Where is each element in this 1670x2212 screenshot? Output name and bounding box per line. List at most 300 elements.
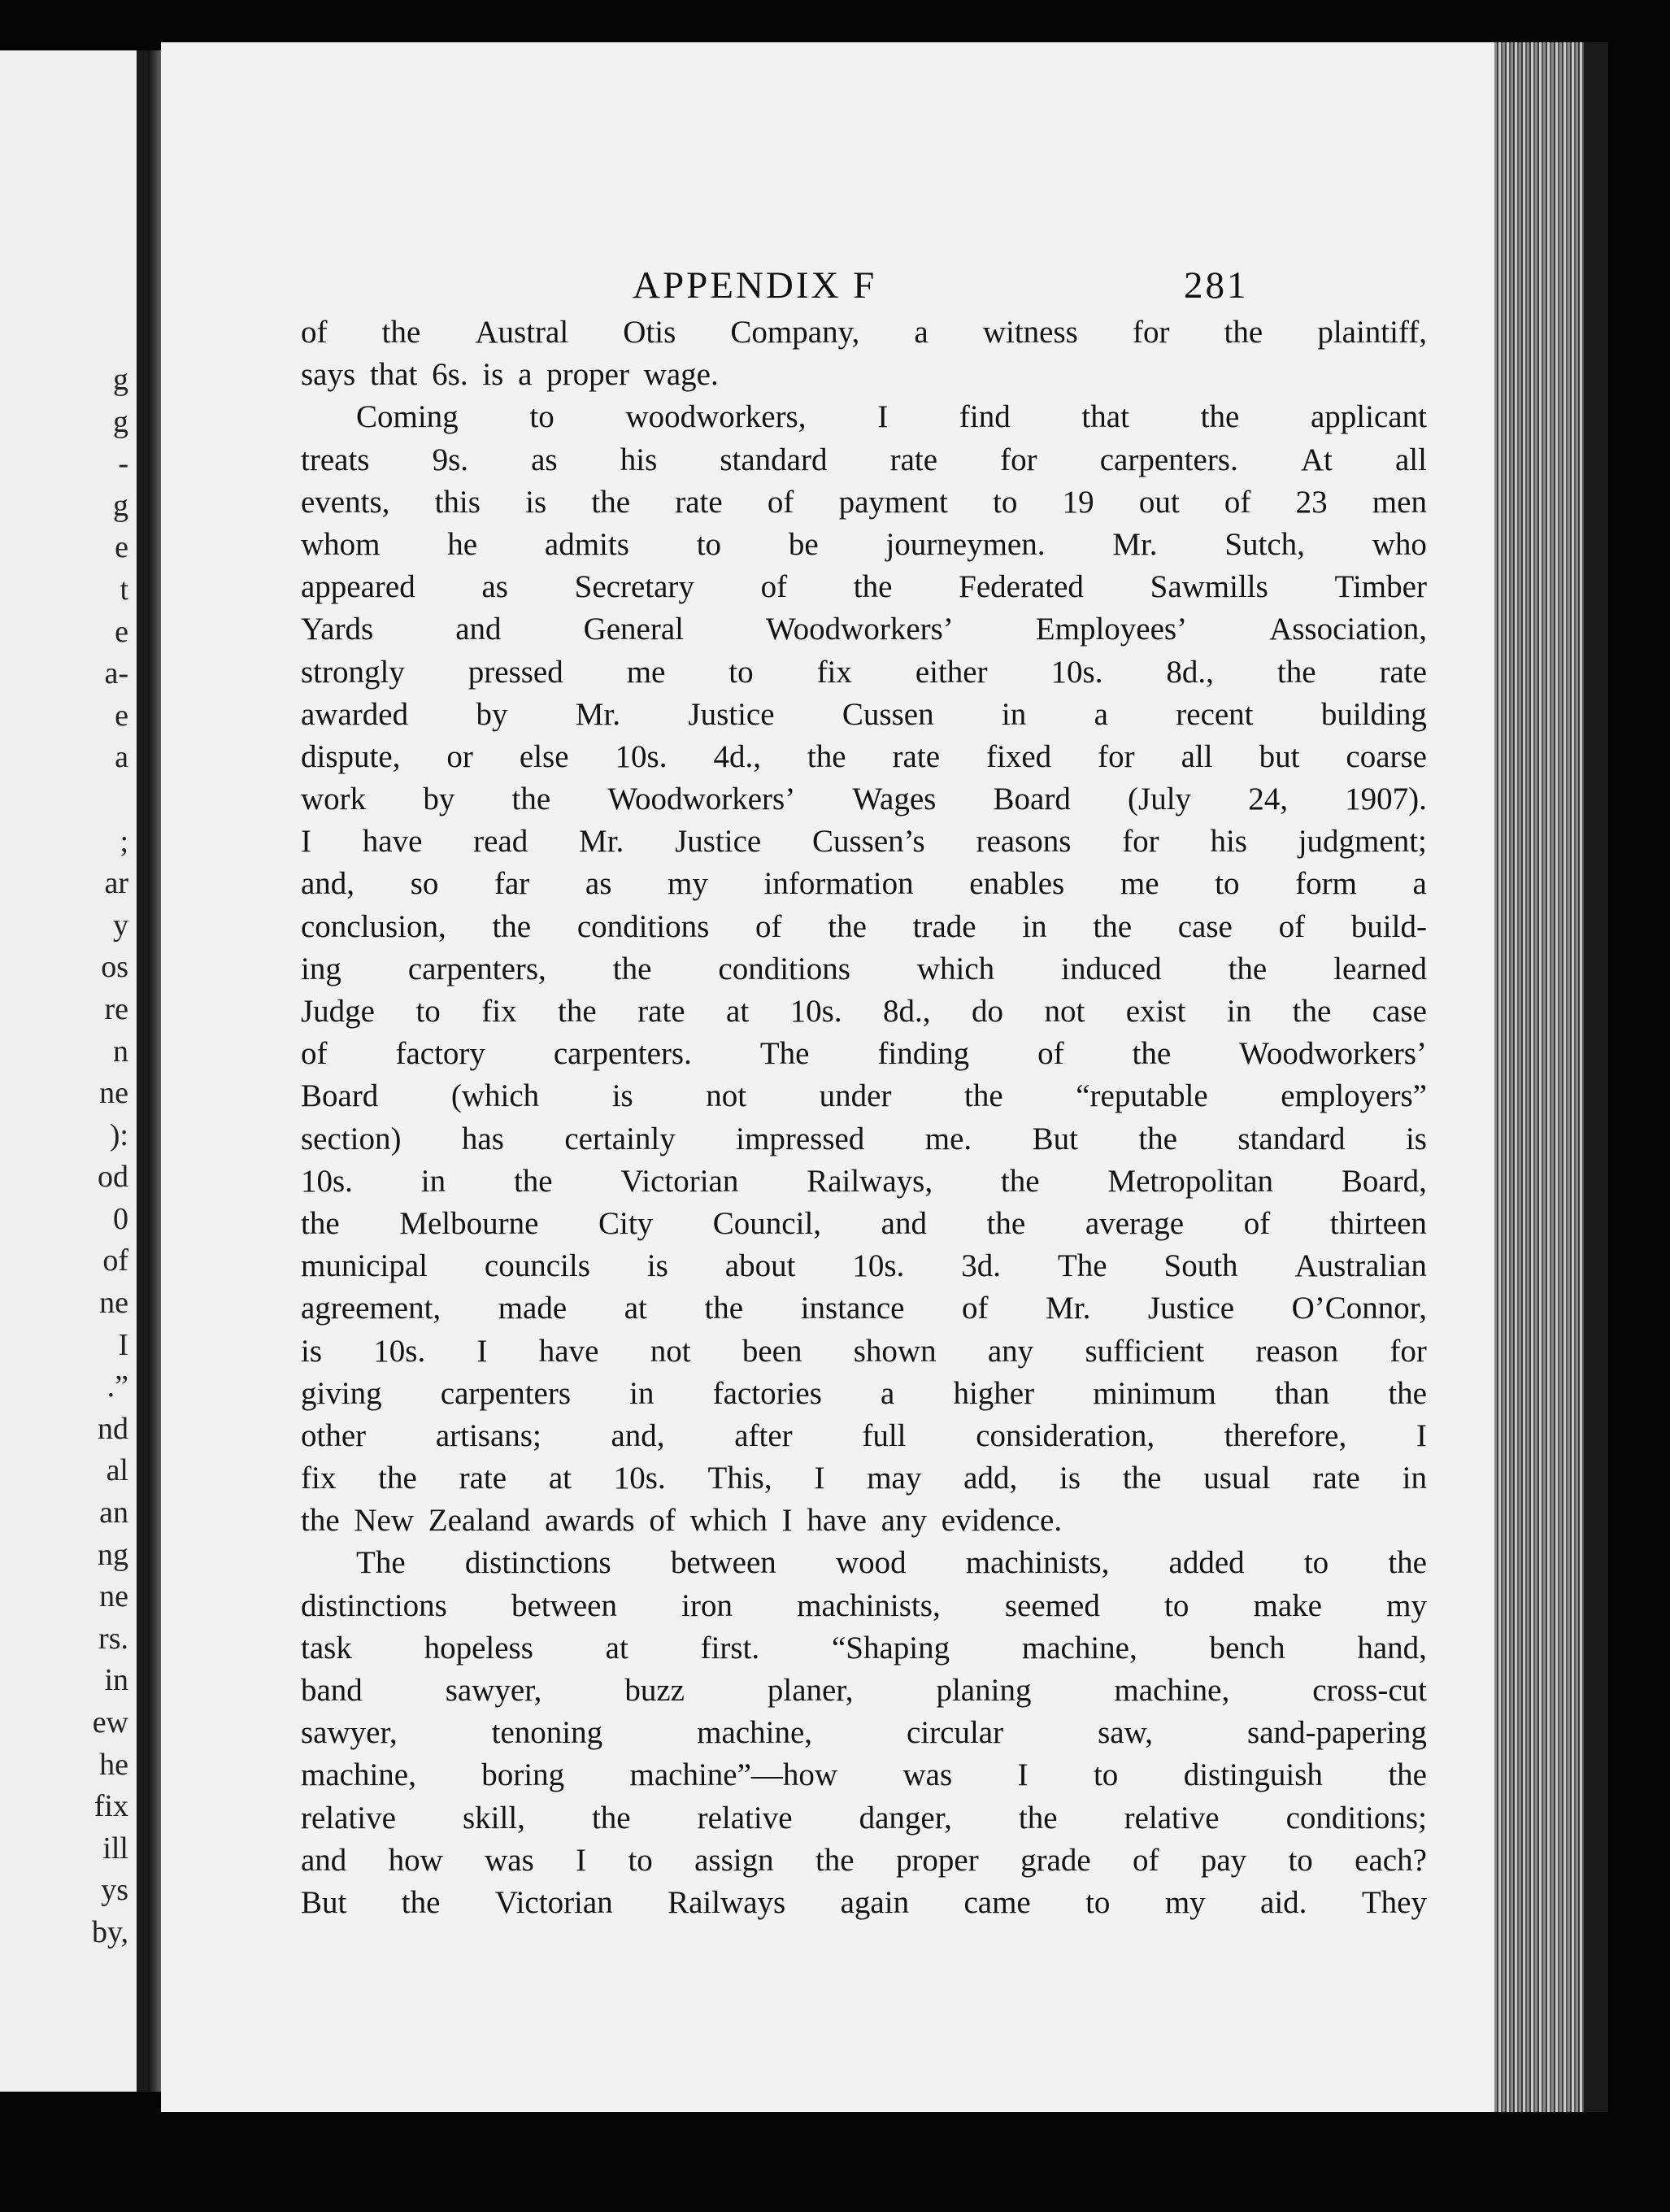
facing-page-fragment: - — [118, 446, 128, 481]
word: add, — [963, 1461, 1018, 1496]
word: But — [1032, 1121, 1078, 1156]
text-line — [301, 821, 1427, 863]
word: do — [972, 994, 1003, 1029]
word: build- — [1350, 908, 1427, 944]
word: Employees’ — [1035, 612, 1188, 647]
word: in — [1001, 696, 1027, 732]
word: case — [1177, 908, 1233, 944]
word: hopeless — [424, 1630, 533, 1666]
word: therefore, — [1224, 1417, 1347, 1453]
text-line — [301, 1754, 1427, 1796]
word: 10s. — [1050, 654, 1103, 690]
word: conclusion, — [301, 908, 446, 944]
word: Yards — [301, 612, 374, 647]
word: but — [1259, 738, 1300, 774]
word: Australian — [1294, 1248, 1427, 1284]
word: trade — [912, 908, 976, 944]
facing-page-fragment: ys — [101, 1873, 128, 1908]
word: who — [1372, 526, 1427, 562]
word: to — [993, 484, 1018, 520]
word: machinists, — [965, 1545, 1110, 1581]
word: to — [1215, 866, 1240, 902]
word: 10s. — [789, 994, 842, 1029]
word: my — [668, 866, 708, 902]
word: this — [434, 484, 481, 520]
word: far — [494, 866, 530, 902]
word: the — [301, 1205, 340, 1241]
word: General — [583, 612, 684, 647]
body-text — [301, 311, 1427, 1924]
word: machine, — [301, 1757, 416, 1793]
word: I — [814, 1461, 825, 1496]
word: the — [513, 1163, 553, 1199]
word: task — [301, 1630, 352, 1666]
word: appeared — [301, 569, 415, 605]
facing-page-fragment: .” — [107, 1369, 128, 1404]
page-number: 281 — [1184, 264, 1249, 307]
word: is — [1405, 1121, 1427, 1156]
running-head-title: APPENDIX F — [633, 264, 877, 307]
word: 4d., — [713, 738, 761, 774]
facing-page-fragment: in — [104, 1663, 128, 1698]
word: the — [1200, 399, 1240, 435]
word: the — [1138, 1121, 1177, 1156]
word: rate — [459, 1461, 507, 1496]
text-line — [301, 481, 1427, 524]
word: planer, — [767, 1673, 854, 1708]
page-edges — [1494, 42, 1584, 2112]
word: Timber — [1334, 569, 1427, 605]
word: of — [1224, 484, 1251, 520]
word: Railways, — [807, 1163, 933, 1199]
word: is — [646, 1248, 668, 1284]
word: in — [420, 1163, 446, 1199]
word: reason — [1255, 1333, 1339, 1369]
word: is — [1059, 1461, 1081, 1496]
facing-page-fragment: a — [115, 740, 128, 775]
word: fixed — [986, 738, 1052, 774]
word: (July — [1128, 782, 1192, 817]
word: municipal — [301, 1248, 428, 1284]
word: relative — [301, 1800, 396, 1835]
text-line — [301, 439, 1427, 481]
text-line — [301, 1415, 1427, 1457]
text-line — [301, 1840, 1427, 1882]
word: hand, — [1357, 1630, 1427, 1666]
word: I — [1416, 1417, 1427, 1453]
word: a — [1412, 866, 1427, 902]
word: of — [962, 1291, 989, 1326]
word: the — [815, 1842, 855, 1878]
word: Cussen’s — [811, 824, 925, 860]
facing-page-fragment: ew — [92, 1705, 128, 1740]
word: Board — [301, 1078, 379, 1114]
word: boring — [481, 1757, 565, 1793]
word: distinguish — [1183, 1757, 1323, 1793]
word: and — [881, 1205, 927, 1241]
word: the — [511, 782, 551, 817]
word: each? — [1355, 1842, 1427, 1878]
text-line — [301, 1160, 1427, 1203]
text-line-content: says that 6s. is a proper wage. — [301, 357, 719, 393]
word: 10s. — [852, 1248, 905, 1284]
word: sawyer, — [301, 1715, 398, 1751]
word: case — [1372, 994, 1427, 1029]
word: to — [1093, 1757, 1119, 1793]
word: Board — [993, 782, 1071, 817]
word: and — [301, 1842, 347, 1878]
word: of — [301, 1036, 328, 1072]
word: his — [1210, 824, 1247, 860]
word: in — [1402, 1461, 1427, 1496]
word: the — [591, 484, 631, 520]
word: carpenters. — [1099, 442, 1238, 477]
word: the — [591, 1800, 631, 1835]
word: first. — [700, 1630, 760, 1666]
word: may — [867, 1461, 922, 1496]
text-line — [301, 1033, 1427, 1075]
word: else — [519, 738, 569, 774]
word: the — [558, 994, 597, 1029]
word: the — [378, 1461, 417, 1496]
word: in — [1226, 994, 1252, 1029]
word: been — [741, 1333, 802, 1369]
facing-page-fragment: g — [113, 404, 128, 439]
word: sawyer, — [445, 1673, 542, 1708]
text-line — [301, 1457, 1427, 1500]
word: to — [1303, 1545, 1329, 1581]
word: thirteen — [1329, 1205, 1427, 1241]
facing-page-fragment: ne — [99, 1076, 128, 1111]
word: machine, — [1114, 1673, 1230, 1708]
word: Mr. — [1046, 1291, 1091, 1326]
word: either — [915, 654, 988, 690]
word: minimum — [1093, 1375, 1216, 1411]
word: average — [1085, 1205, 1185, 1241]
word: whom — [301, 526, 381, 562]
word: as — [585, 866, 612, 902]
word: Justice — [675, 824, 762, 860]
word: was — [485, 1842, 534, 1878]
text-line — [301, 1670, 1427, 1712]
word: rate — [637, 994, 685, 1029]
text-line-content: the New Zealand awards of which I have any evidence. — [301, 1503, 1063, 1539]
word: all — [1181, 738, 1213, 774]
word: skill, — [462, 1800, 525, 1835]
word: higher — [953, 1375, 1035, 1411]
word: I — [476, 1333, 488, 1369]
word: his — [620, 442, 658, 477]
word: I — [877, 399, 889, 435]
word: planing — [936, 1673, 1032, 1708]
word: section) — [301, 1121, 402, 1156]
word: cross-cut — [1312, 1673, 1427, 1708]
word: the — [1224, 315, 1263, 350]
word: 1907). — [1345, 782, 1427, 817]
word: the — [1228, 951, 1268, 986]
word: The — [356, 1545, 406, 1581]
word: Association, — [1269, 612, 1427, 647]
word: I — [576, 1842, 587, 1878]
word: Justice — [688, 696, 775, 732]
word: factories — [712, 1375, 822, 1411]
text-line — [301, 1627, 1427, 1670]
word: shown — [853, 1333, 937, 1369]
text-line — [301, 1712, 1427, 1754]
word: bench — [1209, 1630, 1285, 1666]
word: standard — [1237, 1121, 1346, 1156]
word: by — [476, 696, 508, 732]
text-line — [301, 1245, 1427, 1287]
word: Melbourne — [399, 1205, 539, 1241]
word: at — [624, 1291, 647, 1326]
word: out — [1138, 484, 1180, 520]
text-line — [301, 694, 1427, 736]
word: rate — [675, 484, 723, 520]
facing-page-fragment: by, — [91, 1914, 128, 1949]
word: as — [481, 569, 508, 605]
word: and, — [301, 866, 355, 902]
word: machine, — [697, 1715, 813, 1751]
word: 10s. — [613, 1461, 666, 1496]
facing-page-fragment — [92, 779, 128, 821]
word: 3d. — [961, 1248, 1001, 1284]
word: Mr. — [575, 696, 621, 732]
word: of — [1133, 1842, 1159, 1878]
word: fix — [816, 654, 852, 690]
facing-page-fragment: y — [113, 908, 128, 943]
word: South — [1163, 1248, 1238, 1284]
text-line — [301, 1500, 1427, 1542]
word: rate — [889, 442, 938, 477]
word: my — [1386, 1587, 1427, 1623]
word: of — [1243, 1205, 1271, 1241]
word: have — [538, 1333, 599, 1369]
word: Victorian — [494, 1884, 613, 1920]
word: at — [605, 1630, 628, 1666]
word: for — [1122, 824, 1159, 860]
word: coarse — [1346, 738, 1427, 774]
word: read — [473, 824, 528, 860]
word: seemed — [1004, 1587, 1100, 1623]
facing-page-fragment: g — [113, 363, 128, 397]
word: 19 — [1062, 484, 1094, 520]
word: rate — [892, 738, 941, 774]
word: strongly — [301, 654, 405, 690]
facing-page-fragment: rs. — [98, 1621, 128, 1656]
word: Judge — [301, 994, 375, 1029]
text-line — [301, 566, 1427, 608]
text-line — [301, 948, 1427, 991]
word: for — [1132, 315, 1170, 350]
word: Mr. — [579, 824, 624, 860]
facing-page-fragment: g — [113, 488, 128, 523]
word: danger, — [859, 1800, 952, 1835]
word: carpenters — [440, 1375, 572, 1411]
word: But — [301, 1884, 347, 1920]
word: he — [447, 526, 478, 562]
word: reasons — [976, 824, 1072, 860]
word: machinists, — [797, 1587, 941, 1623]
word: me — [1120, 866, 1159, 902]
word: in — [629, 1375, 655, 1411]
word: of — [755, 908, 782, 944]
word: other — [301, 1417, 367, 1453]
word: Sawmills — [1150, 569, 1268, 605]
word: distinctions — [464, 1545, 611, 1581]
word: wood — [835, 1545, 907, 1581]
word: 23 — [1295, 484, 1328, 520]
facing-page-text-fragments — [92, 359, 128, 1954]
facing-page-fragment: ; — [120, 824, 128, 859]
word: or — [446, 738, 473, 774]
word: make — [1253, 1587, 1322, 1623]
word: Secretary — [574, 569, 694, 605]
word: agreement, — [301, 1291, 441, 1326]
word: carpenters, — [407, 951, 546, 986]
word: about — [724, 1248, 796, 1284]
word: of — [767, 484, 794, 520]
word: a — [1094, 696, 1108, 732]
text-line — [301, 311, 1427, 354]
word: finding — [877, 1036, 970, 1072]
word: to — [529, 399, 554, 435]
word: witness — [982, 315, 1078, 350]
word: employers” — [1281, 1078, 1427, 1114]
facing-page-fragment: ill — [102, 1831, 128, 1866]
text-line — [301, 396, 1427, 438]
word: 10s. — [301, 1163, 353, 1199]
text-line — [301, 1203, 1427, 1245]
word: to — [415, 994, 441, 1029]
word: They — [1361, 1884, 1427, 1920]
word: me. — [924, 1121, 972, 1156]
text-line — [301, 1542, 1427, 1584]
word: plaintiff, — [1317, 315, 1427, 350]
facing-page-fragment: ng — [98, 1537, 128, 1572]
word: 24, — [1248, 782, 1288, 817]
word: to — [1085, 1884, 1111, 1920]
word: Company, — [730, 315, 860, 350]
word: carpenters. — [553, 1036, 692, 1072]
word: band — [301, 1673, 363, 1708]
facing-page-fragment: an — [99, 1496, 128, 1531]
facing-page-fragment: n — [113, 1034, 128, 1069]
word: full — [862, 1417, 907, 1453]
word: a — [881, 1375, 895, 1411]
word: admits — [544, 526, 629, 562]
word: not — [1044, 994, 1085, 1029]
word: Woodworkers’ — [1239, 1036, 1427, 1072]
facing-page-fragment: a- — [104, 656, 128, 691]
word: the — [492, 908, 532, 944]
text-line — [301, 608, 1427, 651]
word: of — [301, 315, 328, 350]
word: tenoning — [491, 1715, 603, 1751]
word: consideration, — [976, 1417, 1155, 1453]
word: giving — [301, 1375, 382, 1411]
word: Otis — [623, 315, 676, 350]
word: under — [819, 1078, 892, 1114]
facing-page-fragment: he — [99, 1747, 128, 1782]
word: 8d., — [1166, 654, 1214, 690]
word: awarded — [301, 696, 409, 732]
word: distinctions — [301, 1587, 447, 1623]
facing-page-fragment: e — [115, 614, 128, 649]
word: induced — [1061, 951, 1162, 986]
facing-page-fragment: ar — [104, 866, 128, 901]
word: Austral — [475, 315, 569, 350]
word: dispute, — [301, 738, 401, 774]
word: of — [760, 569, 788, 605]
word: came — [963, 1884, 1031, 1920]
word: that — [1081, 399, 1129, 435]
word: usual — [1203, 1461, 1271, 1496]
word: saw, — [1098, 1715, 1153, 1751]
word: the — [853, 569, 893, 605]
word: 8d., — [883, 994, 931, 1029]
word: Coming — [356, 399, 459, 435]
facing-page-fragment: ): — [109, 1117, 128, 1152]
word: building — [1320, 696, 1427, 732]
word: the — [1000, 1163, 1040, 1199]
word: for — [1000, 442, 1037, 477]
word: impressed — [736, 1121, 865, 1156]
word: in — [1022, 908, 1047, 944]
facing-page-fragment: fix — [94, 1789, 128, 1824]
word: the — [986, 1205, 1026, 1241]
text-line — [301, 1585, 1427, 1627]
word: the — [1132, 1036, 1172, 1072]
word: enables — [969, 866, 1065, 902]
word: At — [1300, 442, 1333, 477]
word: certainly — [564, 1121, 676, 1156]
word: Federated — [959, 569, 1084, 605]
word: the — [1122, 1461, 1162, 1496]
word: The — [759, 1036, 810, 1072]
word: all — [1394, 442, 1427, 477]
book-page — [161, 42, 1494, 2112]
word: This, — [707, 1461, 772, 1496]
text-line — [301, 1373, 1427, 1415]
word: treats — [301, 442, 370, 477]
word: exist — [1125, 994, 1186, 1029]
facing-page-fragment: os — [101, 950, 128, 985]
word: for — [1098, 738, 1135, 774]
word: information — [763, 866, 914, 902]
text-line — [301, 524, 1427, 566]
word: The — [1057, 1248, 1107, 1284]
word: find — [959, 399, 1011, 435]
word: Council, — [712, 1205, 822, 1241]
word: artisans; — [435, 1417, 541, 1453]
word: 10s. — [615, 738, 668, 774]
word: how — [388, 1842, 443, 1878]
word: is — [525, 484, 547, 520]
word: of — [1037, 1036, 1064, 1072]
word: “reputable — [1076, 1078, 1208, 1114]
word: the — [1093, 908, 1133, 944]
word: iron — [681, 1587, 733, 1623]
facing-page-fragment: od — [98, 1160, 128, 1195]
word: to — [1288, 1842, 1313, 1878]
word: between — [511, 1587, 617, 1623]
word: Railways — [668, 1884, 786, 1920]
word: be — [788, 526, 819, 562]
word: I — [1017, 1757, 1029, 1793]
text-line — [301, 778, 1427, 821]
facing-page-fragment: re — [104, 991, 128, 1026]
